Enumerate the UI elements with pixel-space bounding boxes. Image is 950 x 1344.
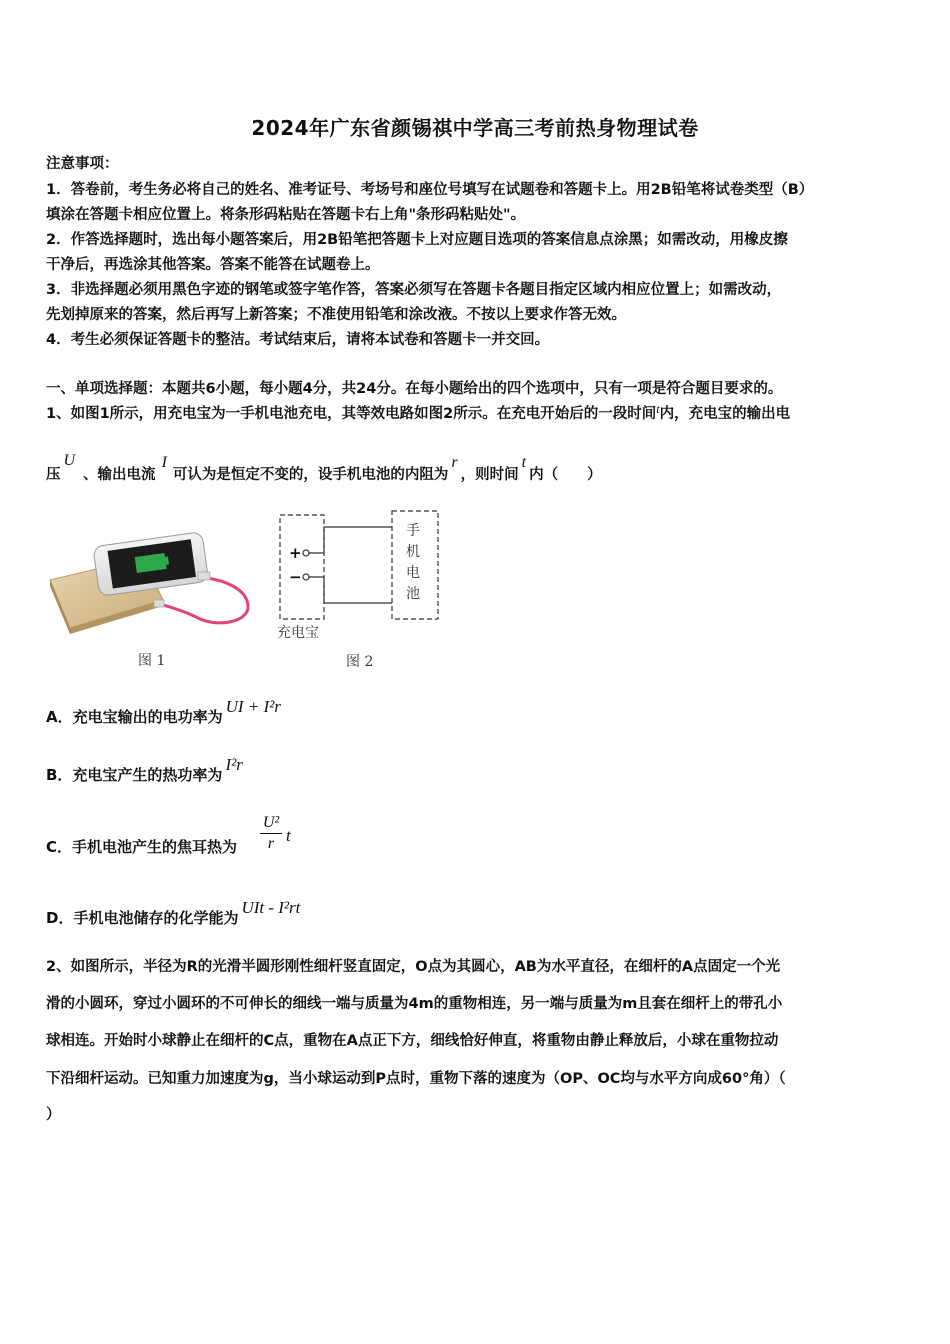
option-a-text: A．充电宝输出的电功率为: [46, 708, 223, 726]
figure-1-caption: 图 1: [138, 653, 166, 669]
option-d: [46, 898, 301, 928]
var-I: I: [161, 454, 167, 471]
notice-line: 4．考生必须保证答题卡的整洁。考试结束后，请将本试卷和答题卡一并交回。: [46, 332, 550, 348]
var-r: r: [451, 454, 458, 471]
plus-terminal-label: +: [289, 544, 302, 562]
var-t: t: [656, 402, 660, 416]
option-a-formula: UI + I²r: [225, 697, 281, 716]
fraction-bar: [260, 833, 282, 834]
q1-line1-end: 内，充电宝的输出电: [659, 406, 791, 422]
q1-text: 、输出电流: [83, 467, 156, 483]
option-c-suffix: t: [286, 826, 291, 845]
figure-2-caption: 图 2: [346, 654, 374, 670]
battery-label-char: 电: [406, 565, 420, 581]
q1-text: 压: [46, 467, 61, 483]
figure-1-image: [48, 520, 258, 645]
q1-line2: [46, 452, 602, 484]
powerbank-label: 充电宝: [277, 625, 319, 641]
q1-text: 可认为是恒定不变的，设手机电池的内阻为: [172, 467, 449, 483]
battery-label-char: 手: [406, 523, 420, 539]
option-c: [46, 836, 237, 857]
notice-line: 3．非选择题必须用黑色字迹的钢笔或签字笔作答，答案必须写在答题卡各题目指定区域内相应位置上；如需改动，: [46, 282, 782, 298]
option-d-formula: UIt - I²rt: [241, 898, 301, 917]
option-d-text: D．手机电池储存的化学能为: [46, 909, 239, 927]
page-title: 2024年广东省颜锡祺中学高三考前热身物理试卷: [251, 116, 699, 140]
q1-line1: [46, 402, 790, 423]
option-c-text: C．手机电池产生的焦耳热为: [46, 838, 238, 856]
option-a: [46, 697, 281, 727]
var-t: t: [521, 454, 527, 471]
battery-label-char: 机: [406, 544, 420, 560]
q2-line: ）: [46, 1107, 61, 1123]
option-b-text: B．充电宝产生的热功率为: [46, 766, 223, 784]
notice-line: 填涂在答题卡相应位置上。将条形码粘贴在答题卡右上角"条形码粘贴处"。: [46, 207, 526, 223]
notice-line: 2．作答选择题时，选出每小题答案后，用2B铅笔把答题卡上对应题目选项的答案信息点涂黑；如需改动，用橡皮擦: [46, 232, 788, 248]
q2-line: 滑的小圆环，穿过小圆环的不可伸长的细线一端与质量为4m的重物相连，另一端与质量为m且套在细杆上的带孔小: [46, 996, 783, 1012]
option-b-formula: I²r: [225, 755, 243, 774]
fraction-denominator: r: [267, 835, 275, 852]
battery-label: [406, 521, 426, 605]
option-b: [46, 755, 243, 785]
q1-text: ，则时间: [460, 467, 519, 483]
fraction-numerator: U²: [262, 814, 280, 831]
notice-heading: 注意事项：: [46, 156, 119, 172]
var-U: U: [63, 452, 76, 469]
q2-line: 下沿细杆运动。已知重力加速度为g，当小球运动到P点时，重物下落的速度为（OP、OC均与水平方向成60°角）（: [46, 1071, 786, 1087]
q2-line: 球相连。开始时小球静止在细杆的C点，重物在A点正下方，细线恰好伸直，将重物由静止释放后，小球在重物拉动: [46, 1033, 779, 1049]
minus-terminal-label: −: [289, 568, 302, 586]
section-heading: 一、单项选择题：本题共6小题，每小题4分，共24分。在每小题给出的四个选项中，只有一项是符合题目要求的。: [46, 381, 783, 397]
q2-line: 2、如图所示，半径为R的光滑半圆形刚性细杆竖直固定，O点为其圆心，AB为水平直径，在细杆的A点固定一个光: [46, 959, 781, 975]
notice-line: 干净后，再选涂其他答案。答案不能答在试题卷上。: [46, 257, 380, 273]
battery-label-char: 池: [406, 586, 420, 602]
option-c-fraction: [258, 814, 284, 853]
q1-line1-text: 1、如图1所示，用充电宝为一手机电池充电，其等效电路如图2所示。在充电开始后的一段时间: [46, 406, 657, 422]
q1-text: 内（ ）: [529, 467, 602, 483]
notice-line: 1．答卷前，考生务必将自己的姓名、准考证号、考场号和座位号填写在试题卷和答题卡上。用2B铅笔将试卷类型（B）: [46, 182, 814, 198]
notice-line: 先划掉原来的答案，然后再写上新答案；不准使用铅笔和涂改液。不按以上要求作答无效。: [46, 307, 626, 323]
